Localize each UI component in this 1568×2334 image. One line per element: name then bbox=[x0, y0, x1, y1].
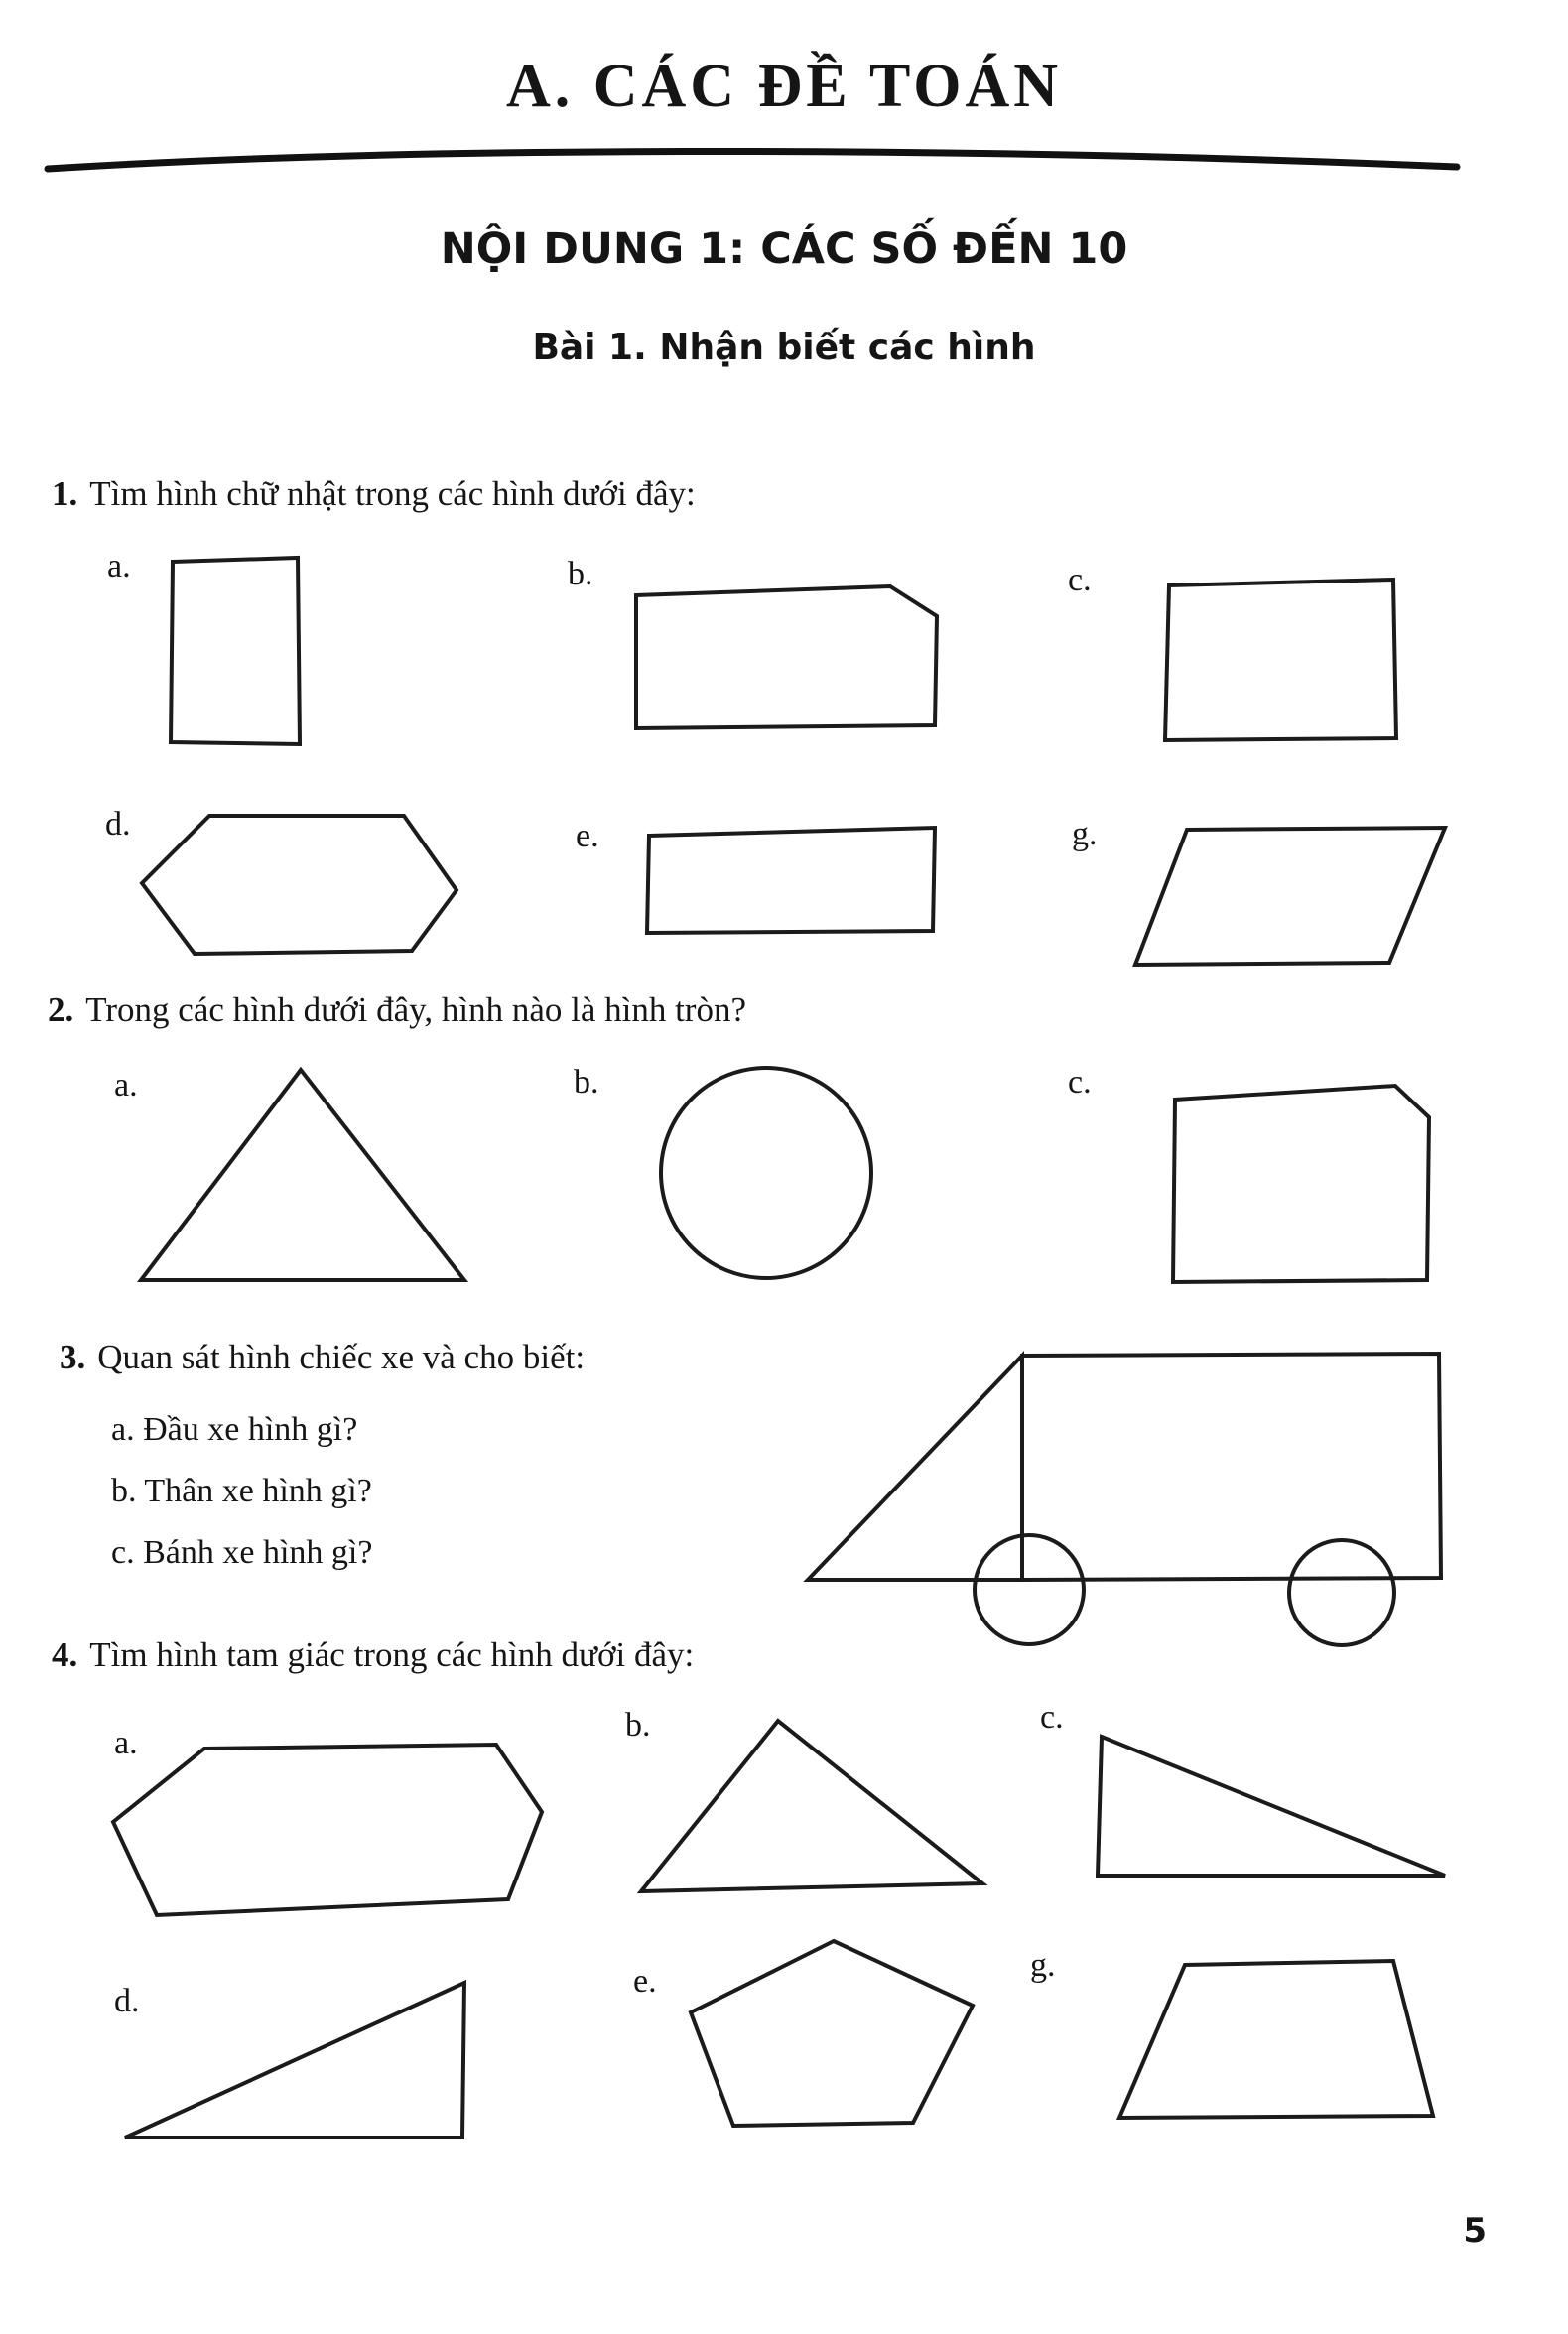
shape-4d-right-triangle bbox=[121, 1977, 470, 2143]
shape-1a-rectangle bbox=[167, 554, 306, 750]
shape-1b-clipped-rectangle bbox=[627, 582, 945, 738]
exercise2-label-a: a. bbox=[114, 1067, 138, 1103]
exercise1-prompt bbox=[52, 474, 696, 514]
exercise1-text: Tìm hình chữ nhật trong các hình dưới đây: bbox=[89, 474, 696, 513]
lesson-title: Bài 1. Nhận biết các hình bbox=[532, 327, 1036, 368]
exercise4-label-b: b. bbox=[625, 1707, 651, 1744]
exercise2-prompt bbox=[48, 990, 746, 1030]
exercise4-label-a: a. bbox=[114, 1725, 138, 1761]
title-underline bbox=[38, 139, 1467, 185]
shape-2b-circle bbox=[655, 1060, 878, 1286]
exercise2-label-c: c. bbox=[1068, 1064, 1092, 1101]
exercise3-number: 3. bbox=[60, 1338, 86, 1376]
exercise1-label-g: g. bbox=[1072, 816, 1098, 852]
shape-4a-hexagon bbox=[107, 1739, 549, 1922]
shape-1e-rectangle bbox=[643, 824, 941, 938]
shape-1c-rectangle bbox=[1159, 574, 1402, 747]
truck-cab-triangle bbox=[808, 1356, 1022, 1580]
exercise4-number: 4. bbox=[52, 1635, 78, 1674]
shape-4c-right-triangle bbox=[1094, 1729, 1451, 1882]
exercise2-label-b: b. bbox=[574, 1064, 599, 1101]
shape-4e-pentagon bbox=[683, 1937, 980, 2136]
shape-2c-clipped-rectangle bbox=[1169, 1080, 1435, 1288]
exercise4-label-g: g. bbox=[1030, 1947, 1056, 1984]
exercise4-text: Tìm hình tam giác trong các hình dưới đây: bbox=[89, 1635, 695, 1674]
exercise1-label-a: a. bbox=[107, 548, 131, 584]
exercise1-number: 1. bbox=[52, 474, 78, 513]
page-title: A. CÁC ĐỀ TOÁN bbox=[505, 53, 1063, 120]
exercise1-label-c: c. bbox=[1068, 562, 1092, 598]
exercise4-label-d: d. bbox=[114, 1983, 140, 2019]
shape-4b-triangle bbox=[637, 1715, 989, 1898]
shape-1d-hexagon bbox=[137, 806, 464, 957]
truck-body-rectangle bbox=[1022, 1354, 1441, 1580]
exercise3-question-a: a. Đầu xe hình gì? bbox=[111, 1411, 358, 1448]
shape-4g-trapezoid bbox=[1113, 1957, 1436, 2124]
shape-1g-parallelogram bbox=[1131, 824, 1449, 971]
truck-wheel-rear bbox=[1289, 1540, 1394, 1645]
truck-figure bbox=[794, 1340, 1454, 1652]
page-number: 5 bbox=[1463, 2211, 1487, 2251]
exercise4-label-e: e. bbox=[633, 1963, 657, 2000]
exercise2-number: 2. bbox=[48, 990, 74, 1029]
exercise1-label-e: e. bbox=[576, 818, 599, 854]
section-title: NỘI DUNG 1: CÁC SỐ ĐẾN 10 bbox=[440, 224, 1128, 274]
shape-2a-triangle bbox=[137, 1064, 469, 1287]
exercise4-prompt bbox=[52, 1635, 694, 1675]
truck-wheel-front bbox=[975, 1535, 1084, 1644]
exercise3-question-b: b. Thân xe hình gì? bbox=[111, 1473, 372, 1509]
exercise3-question-c: c. Bánh xe hình gì? bbox=[111, 1534, 373, 1571]
exercise3-text: Quan sát hình chiếc xe và cho biết: bbox=[97, 1338, 586, 1376]
exercise4-label-c: c. bbox=[1040, 1699, 1064, 1736]
exercise1-label-d: d. bbox=[105, 806, 131, 843]
exercise2-text: Trong các hình dưới đây, hình nào là hình tròn? bbox=[85, 990, 747, 1029]
exercise1-label-b: b. bbox=[568, 556, 593, 592]
exercise3-prompt bbox=[60, 1338, 585, 1377]
